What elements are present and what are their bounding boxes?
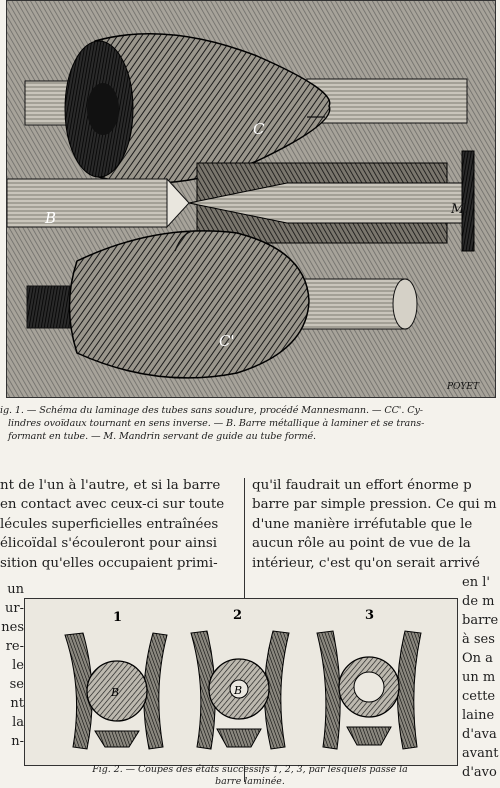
mandrel-support	[462, 151, 474, 251]
left-fragment: nes	[1, 620, 24, 635]
roll-profile-left	[317, 631, 340, 749]
tube-bore	[354, 672, 384, 702]
text-line: lécules superficielles entraînées	[0, 516, 219, 532]
right-column-text	[252, 476, 500, 573]
right-fragment: cette	[462, 689, 496, 704]
left-fragment: nt	[10, 696, 24, 711]
guide-block	[95, 731, 139, 747]
text-line: barre par simple pression. Ce qui m	[252, 497, 497, 513]
left-fragment: un	[7, 582, 24, 597]
upper-shaft-right	[307, 79, 467, 123]
left-fragment: n-	[11, 734, 24, 749]
roll-profile-right	[397, 631, 421, 749]
caption-line: formant en tube. — M. Mandrin servant de guide au tube formé.	[8, 431, 317, 442]
caption-line: lindres ovoïdaux tournant en sens inverse. — B. Barre métallique à laminer et se trans-	[8, 418, 425, 429]
text-line: nt de l'un à l'autre, et si la barre	[0, 478, 221, 493]
right-fragment: un m	[462, 670, 496, 685]
label-c: C	[253, 120, 265, 138]
figure-2-cross-sections	[24, 598, 458, 766]
right-fragment: d'avo	[462, 765, 497, 780]
section-3	[317, 631, 421, 749]
metal-bar-b	[7, 179, 167, 227]
label-c-prime: C'	[219, 332, 235, 350]
caption-line: barre laminée.	[215, 776, 285, 787]
left-column-text	[0, 476, 240, 573]
section-number-3: 3	[365, 608, 375, 623]
right-fragment: On a	[462, 651, 493, 666]
lower-roll-c-prime	[70, 231, 310, 378]
right-fragment: en l'	[462, 575, 490, 590]
text-line: d'une manière irréfutable que le	[252, 516, 473, 532]
text-line: élicoïdal s'écouleront pour ainsi	[0, 536, 217, 552]
label-b: B	[234, 684, 243, 697]
right-fragment: avant	[462, 746, 499, 761]
section-1	[65, 633, 167, 749]
text-line: sition qu'elles occupaient primi-	[0, 555, 218, 571]
caption-line: Fig. 2. — Coupes des états successifs 1, 2, 3, par lesquels passe la	[92, 764, 408, 775]
label-b: B	[111, 686, 120, 699]
right-fragment: à ses	[462, 632, 495, 647]
text-line: intérieur, c'est qu'on serait arrivé	[252, 555, 480, 571]
left-fragment: re-	[5, 639, 24, 654]
left-fragment: ur-	[5, 601, 24, 616]
section-number-2: 2	[233, 608, 243, 623]
upper-roll-hub	[87, 83, 119, 135]
section-number-1: 1	[113, 610, 123, 625]
label-b: B	[45, 209, 57, 227]
text-line: qu'il faudrait un effort énorme p	[252, 478, 472, 493]
lower-shaft-right	[297, 279, 407, 329]
figure-1-engraving	[6, 0, 496, 398]
guide-block	[347, 727, 391, 745]
lower-shaft-end	[393, 279, 417, 329]
section-2	[191, 631, 289, 749]
right-fragment: de m	[462, 594, 495, 609]
right-fragment: laine	[462, 708, 495, 723]
label-m: M.	[451, 202, 469, 217]
mannesmann-rolling-illustration	[7, 1, 496, 398]
right-fragment: d'ava	[462, 727, 497, 742]
engraver-signature: POYET	[447, 382, 479, 392]
text-line: aucun rôle au point de vue de la	[252, 536, 471, 552]
right-fragment: barre	[462, 613, 499, 628]
caption-line: ig. 1. — Schéma du laminage des tubes sans soudure, procédé Mannesmann. — CC'. Cy-	[0, 405, 423, 416]
cross-section-diagram	[25, 599, 457, 765]
text-line: en contact avec ceux-ci sur toute	[0, 497, 225, 513]
figure-1-caption	[0, 404, 498, 443]
figure-2-caption	[40, 764, 460, 788]
guide-block	[217, 729, 261, 747]
left-fragment: le	[12, 658, 24, 673]
left-fragment: la	[12, 715, 24, 730]
left-fragment: se	[9, 677, 24, 692]
